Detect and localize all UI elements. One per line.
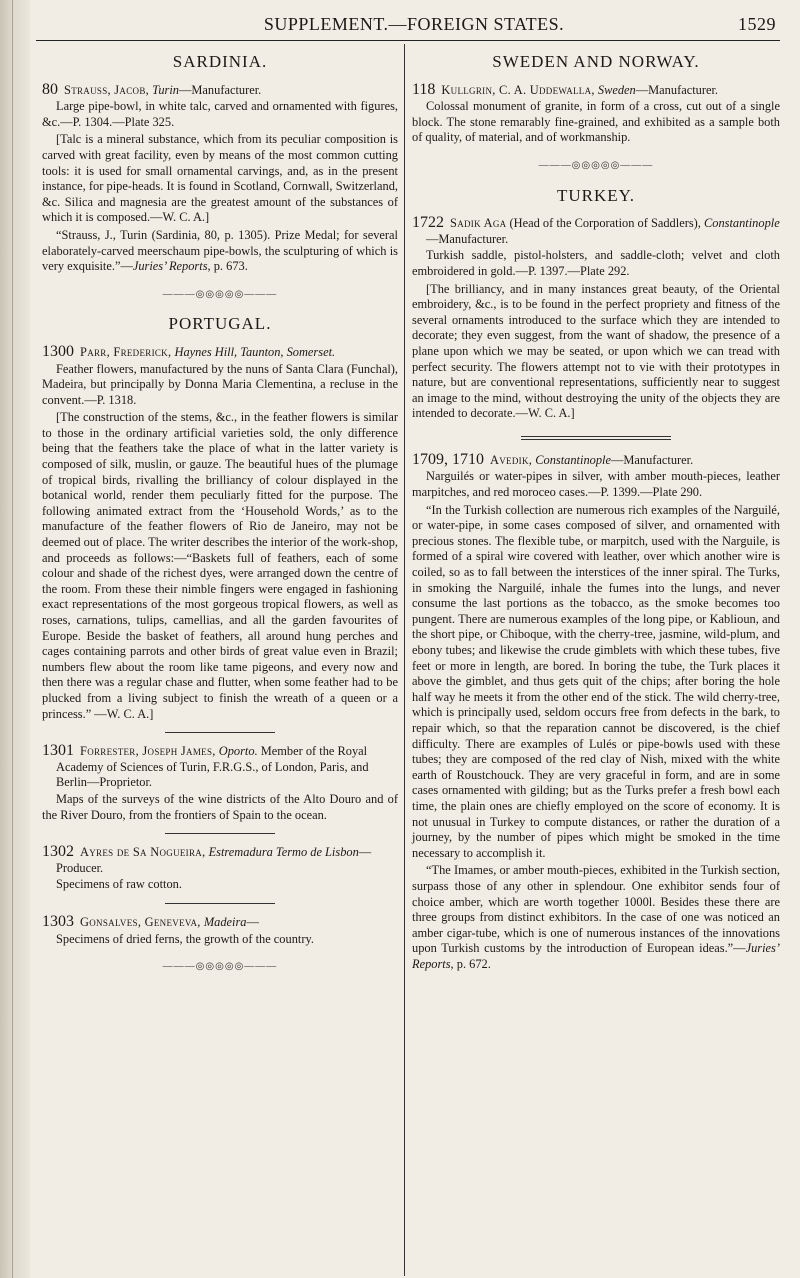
ornament-divider: ———◎◎◎◎◎——— bbox=[162, 961, 278, 973]
exhibitor-role: —Manufacturer. bbox=[610, 452, 694, 467]
exhibitor-name: Parr, Frederick, bbox=[80, 344, 172, 359]
entry-80-jury-quote bbox=[42, 228, 398, 275]
ornament-divider: ———◎◎◎◎◎——— bbox=[162, 288, 278, 300]
entry-1722-description: Turkish saddle, pistol-holsters, and saddle-cloth; velvet and cloth embroidered in gold.—P. 1397.—Plate 292. bbox=[412, 248, 780, 278]
entry-separator bbox=[521, 436, 671, 440]
entry-1722-note: [The brilliancy, and in many instances great beauty, of the Oriental embroidery, &c., is to be found in the perfect propriety and fitness of the several ornaments introduced to the surface which they are intended to decorate; they even suggest, from the want of shadow, the presence of a plane upon which we may be seated, or upon which we can tread with perfect security. The flowers attempt not to vie with their prototypes in nature, but are conventional representations, sufficiently near to suggest an image to the mind, without destroying the unity of the objects they are intended to decorate.—W. C. A.] bbox=[412, 281, 780, 421]
section-title-sardinia: SARDINIA. bbox=[172, 52, 268, 71]
entry-1709-jury-quote bbox=[412, 863, 780, 972]
entry-1709-description: Narguilés or water-pipes in silver, with amber mouth-pieces, leather marpitches, and red moroceo cases.—P. 1399.—Plate 290. bbox=[412, 469, 780, 500]
entry-number: 1301 bbox=[42, 742, 74, 760]
entry-1300-heading bbox=[42, 344, 398, 361]
exhibitor-role: —Manufacturer. bbox=[179, 82, 262, 97]
exhibitor-place: Madeira bbox=[203, 914, 247, 929]
entry-1302-description: Specimens of raw cotton. bbox=[56, 877, 182, 892]
entry-118-heading bbox=[412, 82, 780, 99]
exhibitor-place: Turin bbox=[152, 82, 180, 97]
entry-number: 80 bbox=[42, 80, 58, 98]
exhibitor-place: Oporto. bbox=[218, 744, 258, 759]
left-column bbox=[42, 48, 398, 989]
quote-page: , p. 672. bbox=[450, 956, 491, 971]
page-number: 1529 bbox=[738, 14, 776, 34]
exhibitor-role: —Manufacturer. bbox=[635, 82, 718, 97]
entry-1303-heading bbox=[42, 914, 398, 931]
section-title-portugal: PORTUGAL. bbox=[168, 314, 272, 334]
binding-line bbox=[12, 0, 13, 1278]
exhibitor-role: —Manufacturer. bbox=[426, 231, 509, 246]
entry-118-description: Colossal monument of granite, in form of a cross, cut out of a single block. The stone remarably fine-grained, and exhibited as a sample both of quality, of material, and of workmanship. bbox=[412, 99, 780, 145]
entry-separator bbox=[165, 833, 275, 834]
entry-80-note: [Talc is a mineral substance, which from its peculiar composition is carved with great facility, even by means of the most common cutting tools: it is used for small ornamental carvings, and, as in the present instance, for pipe-heads. It is found in Scotland, Cornwall, Switzerland, &c. Silica and magnesia are the greatest amount of the substances of which it is composed.—W. C. A.] bbox=[42, 132, 398, 225]
entry-number: 1302 bbox=[42, 843, 74, 861]
exhibitor-place: Constantinople bbox=[535, 452, 611, 467]
quote-text: “Strauss, J., Turin (Sardinia, 80, p. 1305). Prize Medal; for several elaborately-carved meerschaum pipe-bowls, the sculpturing of which is very exquisite.”— bbox=[42, 227, 398, 274]
book-binding-shadow bbox=[0, 0, 30, 1278]
entry-1300-description: Feather flowers, manufactured by the nuns of Santa Clara (Funchal), Madeira, but principally by Donna Maria Clementina, a recluse in the convent.—P. 1318. bbox=[42, 361, 398, 407]
ornament-divider: ———◎◎◎◎◎——— bbox=[538, 159, 654, 171]
right-column bbox=[412, 48, 780, 974]
section-title-turkey: TURKEY. bbox=[557, 185, 635, 205]
entry-number: 1300 bbox=[42, 342, 74, 360]
entry-separator bbox=[165, 903, 275, 904]
column-divider bbox=[404, 44, 405, 1276]
exhibitor-role: (Head of the Corporation of Saddlers), bbox=[506, 216, 701, 231]
exhibitor-place: Sweden bbox=[597, 82, 636, 97]
quote-text: “The Imames, or amber mouth-pieces, exhibited in the Turkish section, surpass those of any other in splendour. One exhibitor sends four of choice amber, which are worth together 1000l. Besides these there are three groups from distinct exhibitors. In the case of one was noticed an amber cigar-tube, which is one of numerous instances of the innovations upon Turkish customs by the introduction of European ideas.”— bbox=[412, 863, 780, 956]
exhibitor-place: Haynes Hill, Taunton, Somerset. bbox=[174, 344, 336, 359]
exhibitor-name: Ayres de Sa Nogueira, bbox=[80, 845, 206, 860]
exhibitor-name: Gonsalves, Geneveva, bbox=[80, 914, 201, 929]
entry-1709-heading bbox=[412, 452, 780, 469]
header-rule bbox=[36, 40, 780, 41]
page-header bbox=[38, 8, 790, 38]
running-title: SUPPLEMENT.—FOREIGN STATES. bbox=[263, 14, 565, 34]
exhibitor-name: Kullgrin, C. A. Uddewalla, bbox=[441, 82, 595, 97]
exhibitor-role: —Producer. bbox=[56, 845, 372, 875]
entry-1300-note: [The construction of the stems, &c., in the feather flowers is similar to those in the ordinary artificial varieties sold, the only difference being that the feathers take the place of what in the latter variety is composed of silk, muslin, or gauze. The beautiful hues of the plumage of tropical birds, rivalling the brilliancy of colour displayed in the botanical world, render them peculiarly fitted for the purpose. The following animated extract from the ‘Household Words,’ as to the manufacture of the feather flowers of Rio de Janeiro, may not be deemed out of place. The writer describes the interior of the work-shop, and proceeds as follows:—“Baskets full of feathers, each of some colour and shade of the richest dyes, were arranged down the centre of the room. From these their nimble fingers were engaged in fashioning exact representations of the most gorgeous tropical flowers, as well as roses, carnations, tulips, camellias, and all the garden favourites of Europe. Beside the basket of feathers, all around hung perches and cages containing parrots and other birds of great value even in Brazil; numbers flew about the room like tame pigeons, and every now and then there was a regular chase and flutter, when some feather had to be plucked from a living subject to finish the wreath of a queen or a princess.” —W. C. A.] bbox=[42, 410, 398, 721]
entry-separator bbox=[165, 732, 275, 733]
entry-number: 1303 bbox=[42, 912, 74, 930]
entry-1301-description: Maps of the surveys of the wine districts of the Alto Douro and of the River Douro, from the frontiers of Spain to the ocean. bbox=[42, 791, 398, 822]
exhibitor-role: Member of the Royal Academy of Sciences of Turin, F.R.G.S., of London, Paris, and Berlin—Proprietor. bbox=[56, 744, 369, 790]
exhibitor-name: Avedik, bbox=[490, 452, 533, 467]
quote-source: Juries’ Reports bbox=[412, 941, 780, 971]
entry-80-heading bbox=[42, 82, 398, 99]
exhibitor-place: Constantinople bbox=[703, 216, 780, 231]
entry-1301-heading bbox=[42, 743, 398, 791]
quote-page: , p. 673. bbox=[207, 259, 248, 274]
entry-1302-heading bbox=[42, 844, 398, 876]
entry-1303-description: Specimens of dried ferns, the growth of the country. bbox=[56, 931, 314, 946]
entry-1722-heading bbox=[412, 215, 780, 247]
entry-80-description: Large pipe-bowl, in white talc, carved and ornamented with figures, &c.—P. 1304.—Plate 325. bbox=[42, 99, 398, 129]
entry-number: 1722 bbox=[412, 214, 444, 232]
entry-number: 118 bbox=[412, 80, 436, 98]
exhibitor-name: Forrester, Joseph James, bbox=[80, 744, 216, 759]
exhibitor-role: — bbox=[246, 914, 259, 929]
entry-1709-note: “In the Turkish collection are numerous rich examples of the Narguilé, or water-pipe, in some cases composed of silver, and ornamented with precious stones. The flexible tube, or marpitch, used with the Narguile, is formed of a spiral wire covered with leather, over which another wire is coiled, so as to fall between the interstices of the inner spiral. The Turks, in smoking the Narguilé, inhale the fumes into the lungs, and never consume the last portions as the tobacco, as the smoke becomes too pungent. There are numerous examples of the long pipe, or Kablioun, and the short pipe, or Chiboque, with the cherry-tree, jasmine, wild-plum, and ebony tubes; and likewise the crude gimblets with which these tubes, five feet or more in length, are bored. In boring the tube, the Turk places it above the gimblet, and thus gets quit of the chips; after boring the hole half way he meets it from the other end of the stick. The wild cherry-tree, which is principally used, seldom occurs free from defects in the bark, to repair which, so that the reparation cannot be discovered, is the chief difficulty. There are examples of Lulés or pipe-bowls used with these tubes; they are composed of the red clay of Nish, mixed with the white earth of Roustchouck. They are very graceful in form, and are in some cases ornamented with gilding; but as the Turks prefer a fresh bowl each time, the plain ones are chiefly employed on the score of economy. It is not unusual in Turkey to compute distances, or rather the duration of a journey, by the number of pipes which might be smoked in the time necessary to accomplish it. bbox=[412, 502, 780, 860]
entry-number: 1709, 1710 bbox=[412, 450, 484, 468]
section-title-sweden-norway: SWEDEN AND NORWAY. bbox=[492, 52, 700, 71]
exhibitor-name: Strauss, Jacob, bbox=[64, 82, 150, 97]
quote-source: Juries’ Reports bbox=[132, 259, 208, 274]
exhibitor-name: Sadik Aga bbox=[450, 216, 507, 231]
exhibitor-place: Estremadura Termo de Lisbon bbox=[208, 845, 359, 860]
